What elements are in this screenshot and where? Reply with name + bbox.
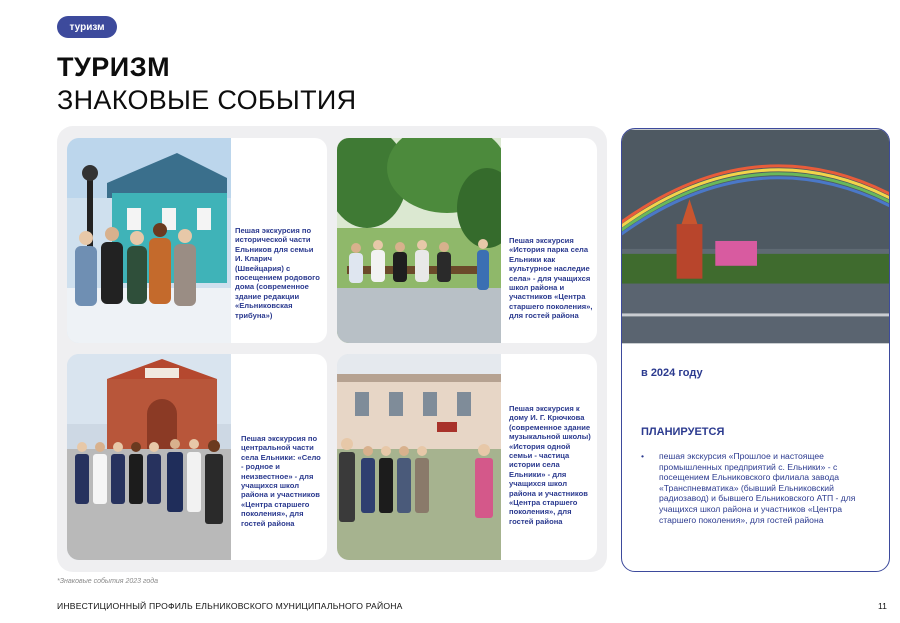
plan-card [621, 128, 890, 572]
bullet: • [641, 451, 645, 461]
footer-title: ИНВЕСТИЦИОННЫЙ ПРОФИЛЬ ЕЛЬНИКОВСКОГО МУНИЦИПАЛЬНОГО РАЙОНА [57, 601, 403, 611]
event-caption-4: Пешая экскурсия к дому И. Г. Крючкова (современное здание музыкальной школы) «История одной семьи - частица истории села Ельники» - для учащихся школ района и участников «Центра старшего поколения», для гостей района [509, 404, 591, 526]
page-subtitle: ЗНАКОВЫЕ СОБЫТИЯ [57, 85, 357, 115]
section-tag: туризм [57, 16, 117, 38]
footnote: *Знаковые события 2023 года [57, 578, 159, 585]
plan-year: в 2024 году [641, 367, 703, 379]
event-card-3 [67, 354, 327, 560]
photo-brick-building-icon [67, 354, 231, 560]
event-card-2 [337, 138, 597, 343]
event-caption-2: Пешая экскурсия «История парка села Ельники как культурное наследие села» - для учащихся школ района и участников «Центра старшего поколения», для гостей района [509, 236, 593, 321]
photo-rainbow-church-icon [622, 129, 889, 344]
photo-music-school-icon [337, 354, 501, 560]
page-title: ТУРИЗМ [57, 52, 171, 82]
plan-heading: ПЛАНИРУЕТСЯ [641, 426, 725, 438]
event-caption-1: Пешая экскурсия по исторической части Ельников для семьи И. Кларич (Швейцария) с посещением родового дома (современное здание редакции «Ельниковская трибуна») [235, 226, 320, 320]
plan-item-text: пешая экскурсия «Прошлое и настоящее промышленных предприятий с. Ельники» - с посещением Ельниковского филиала завода «Транспневматика» (бывший Ельниковский радиозавод) и бывшего Ельниковского АТП - для учащихся школ района и участников «Центра старшего поколения», для гостей района [659, 451, 856, 525]
photo-park-icon [337, 138, 501, 343]
event-caption-3: Пешая экскурсия по центральной части села Ельники: «Село - родное и неизвестное» - для учащихся школ района и участников «Центра старшего поколения», для гостей района [241, 434, 321, 528]
page-number: 11 [878, 601, 887, 611]
event-card-4 [337, 354, 597, 560]
event-card-1 [67, 138, 327, 343]
events-panel [57, 126, 607, 572]
plan-item [641, 451, 873, 525]
photo-teal-house-icon [67, 138, 231, 343]
